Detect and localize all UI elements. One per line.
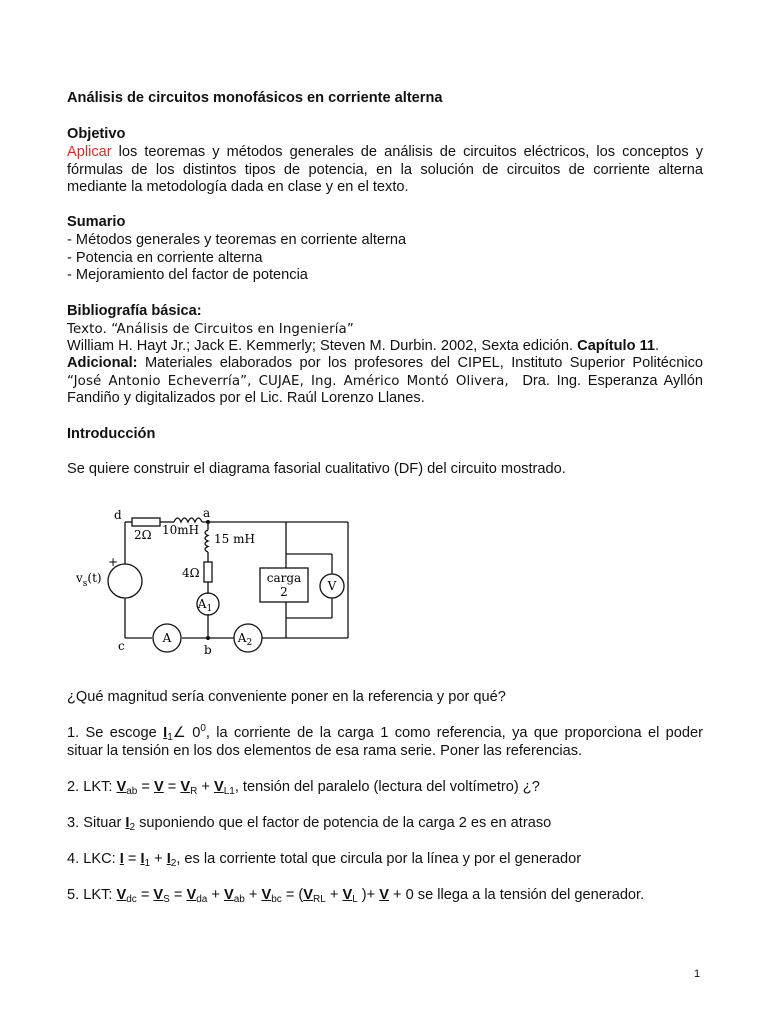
step-2-v3: V <box>180 779 191 795</box>
step-4-plus: + <box>150 851 167 867</box>
objetivo-heading <box>67 126 703 144</box>
step-4-sub-1: 1 <box>144 858 151 869</box>
node-c-label: c <box>118 639 125 653</box>
step-5-zero: + 0 <box>388 887 414 903</box>
step-2-intro: 2. LKT: <box>67 779 117 795</box>
step-2-sub-r: R <box>190 786 198 797</box>
step-4-i: I <box>119 851 124 867</box>
sumario-heading <box>67 214 703 232</box>
step-5-eq1: = <box>136 887 154 903</box>
introduccion-text: Se quiere construir el diagrama fasorial cualitativo (DF) del circuito mostrado. <box>67 461 566 477</box>
source-plus-label: + <box>108 555 119 569</box>
step-5-sub-l: L <box>352 894 358 905</box>
r1-label: 2Ω <box>134 528 152 542</box>
step-2-v4: V <box>213 779 224 795</box>
step-5-intro: 5. LKT: <box>67 887 117 903</box>
step-1-text: , la corriente de la carga 1 como referencia, ya que proporciona el poder situar la tensión en los dos elementos de esa rama serie. Poner las referencias. <box>67 725 703 759</box>
objetivo-verb: Aplicar <box>67 144 112 160</box>
sumario-item: - Potencia en corriente alterna <box>67 249 263 266</box>
bibliografia-heading-text: Bibliografía básica: <box>67 303 202 319</box>
introduccion-heading-text: Introducción <box>67 426 156 442</box>
node-d-label: d <box>114 508 122 522</box>
step-1-intro: 1. Se escoge <box>67 725 164 741</box>
step-3-text: suponiendo que el factor de potencia de la carga 2 es en atraso <box>135 815 552 831</box>
objetivo-text: los teoremas y métodos generales de análisis de circuitos eléctricos, los conceptos y fórmulas de los distintos tipos de potencia, en la solución de circuitos de corriente alterna mediante la metodología dada en clase y en el texto. <box>67 144 703 195</box>
objetivo-paragraph <box>67 144 703 197</box>
step-2-sub-l1: L1 <box>223 786 235 797</box>
source-label: $v_s(t)$ <box>76 571 102 589</box>
step-5-sub-dc: dc <box>126 894 137 905</box>
ammeter-a1-label: $A_1$ <box>197 597 213 614</box>
bibliografia-texto: Texto. “Análisis de Circuitos en Ingeniería” <box>67 322 354 337</box>
step-5 <box>67 887 703 905</box>
bibliografia-chapter: Capítulo 11 <box>577 338 656 354</box>
objetivo-heading-text: Objetivo <box>67 126 126 142</box>
junction-a <box>206 520 210 524</box>
sumario-heading-text: Sumario <box>67 214 126 230</box>
step-2-eq1: = <box>137 779 154 795</box>
step-5-v-bc: V <box>261 887 272 903</box>
bibliografia-heading <box>67 303 703 321</box>
step-5-sub-ab: ab <box>233 894 245 905</box>
document-title <box>67 90 703 108</box>
node-b-label: b <box>204 643 212 657</box>
step-2-sub-ab: ab <box>126 786 138 797</box>
step-1-degree: 0 <box>200 723 206 734</box>
bibliografia-authors: William H. Hayt Jr.; Jack E. Kemmerly; Steven M. Durbin. 2002, Sexta edición. <box>67 338 574 354</box>
load-label-line1: carga <box>266 571 302 585</box>
step-4-eq: = <box>123 851 141 867</box>
step-1-sub: 1 <box>167 732 173 743</box>
step-4-i2: I <box>166 851 171 867</box>
step-5-sub-rl: RL <box>313 894 326 905</box>
step-5-plus1: + <box>207 887 224 903</box>
step-5-sub-s: S <box>163 894 170 905</box>
sumario-list <box>67 232 703 285</box>
step-2-v1: V <box>116 779 127 795</box>
step-5-v-ab: V <box>223 887 234 903</box>
ammeter-a2-label: $A_2$ <box>237 631 253 648</box>
step-4-sub-2: 2 <box>170 858 177 869</box>
sumario-item: - Métodos generales y teoremas en corriente alterna <box>67 232 407 248</box>
bibliografia-adicional <box>67 355 703 408</box>
step-3-intro: 3. Situar <box>67 815 126 831</box>
ammeter-main-label: A <box>162 631 172 645</box>
sumario-item: - Mejoramiento del factor de potencia <box>67 267 308 283</box>
question-text: ¿Qué magnitud sería conveniente poner en la referencia y por qué? <box>67 689 506 705</box>
page-number: 1 <box>694 968 701 980</box>
bibliografia-chapter-end: . <box>655 338 660 354</box>
step-5-eq2: = <box>169 887 187 903</box>
step-3 <box>67 815 703 833</box>
adicional-text-b: “José Antonio Echeverría”, CUJAE, Ing. Américo Montó Olivera, <box>67 373 509 389</box>
step-2-text: , tensión del paralelo (lectura del voltímetro) ¿? <box>234 779 540 795</box>
step-5-v-s: V <box>153 887 164 903</box>
voltmeter-label: V <box>327 579 337 593</box>
step-1-angle: ∠ 0 <box>172 725 201 741</box>
step-5-v-dc: V <box>116 887 127 903</box>
step-2-eq2: = <box>163 779 181 795</box>
step-4-i1: I <box>140 851 145 867</box>
step-3-current-symbol: I <box>125 815 130 831</box>
adicional-label: Adicional: <box>67 355 138 371</box>
step-5-plus3: + <box>325 887 343 903</box>
introduccion-heading <box>67 426 703 444</box>
load-label-line2: 2 <box>280 585 288 599</box>
step-5-plus2: + <box>244 887 262 903</box>
l2-label: 15 mH <box>214 532 255 546</box>
step-5-open: ( <box>298 887 304 903</box>
step-2-plus: + <box>197 779 214 795</box>
step-4-intro: 4. LKC: <box>67 851 120 867</box>
adicional-text-c: Dra. Ing. Esperanza Ayllón Fandiño y digitalizados por el Lic. Raúl Lorenzo Llanes. <box>67 372 703 406</box>
step-1 <box>67 725 703 760</box>
node-a-label: a <box>203 506 211 520</box>
step-5-v-da: V <box>186 887 197 903</box>
bibliografia-authors-line <box>67 338 703 356</box>
step-4 <box>67 851 703 869</box>
step-5-v: V <box>379 887 389 903</box>
step-2 <box>67 779 703 797</box>
document-title-text: Análisis de circuitos monofásicos en corriente alterna <box>67 90 443 106</box>
l1-label: 10mH <box>162 523 200 537</box>
step-2-v2: V <box>153 779 164 795</box>
step-5-sub-da: da <box>196 894 208 905</box>
circuit-diagram <box>76 500 360 660</box>
step-3-sub: 2 <box>129 822 136 833</box>
step-5-text: se llega a la tensión del generador. <box>413 887 645 903</box>
adicional-text-a: Materiales elaborados por los profesores del CIPEL, Instituto Superior Politécnico <box>145 355 703 371</box>
step-5-close: )+ <box>357 887 380 903</box>
step-5-v-l: V <box>342 887 353 903</box>
step-5-v-rl: V <box>303 887 314 903</box>
step-5-eq3: = <box>281 887 299 903</box>
r2-label: 4Ω <box>182 566 200 580</box>
junction-b <box>206 636 210 640</box>
step-1-current-symbol: I <box>163 725 168 741</box>
step-4-text: , es la corriente total que circula por la línea y por el generador <box>176 851 582 867</box>
step-5-sub-bc: bc <box>271 894 282 905</box>
